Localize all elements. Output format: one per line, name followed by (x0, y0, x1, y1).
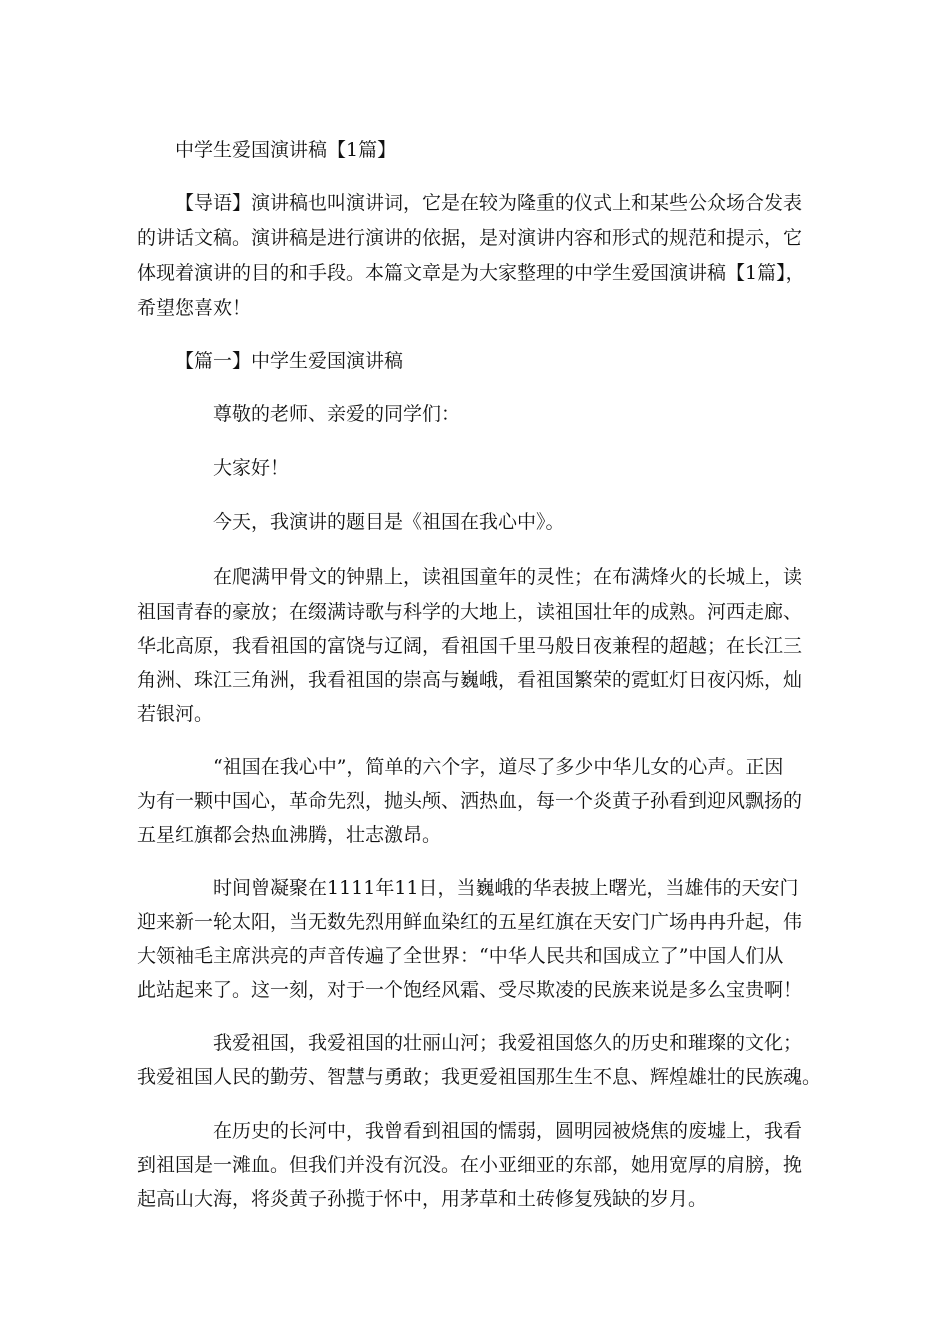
paragraph-line: 为有一颗中国心，革命先烈，抛头颅、洒热血，每一个炎黄子孙看到迎风飘扬的 (137, 790, 803, 812)
paragraph-line: 祖国青春的豪放；在缀满诗歌与科学的大地上，读祖国壮年的成熟。河西走廊、 (137, 601, 803, 623)
intro-line: 【导语】演讲稿也叫演讲词，它是在较为隆重的仪式上和某些公众场合发表 (175, 192, 803, 214)
section-heading: 【篇一】中学生爱国演讲稿 (175, 350, 404, 372)
salutation: 尊敬的老师、亲爱的同学们： (213, 403, 461, 425)
paragraph-line: 此站起来了。这一刻，对于一个饱经风霜、受尽欺凌的民族来说是多么宝贵啊！ (137, 979, 803, 1001)
paragraph-line: 五星红旗都会热血沸腾，壮志激昂。 (137, 824, 442, 846)
speech-topic: 今天，我演讲的题目是《祖国在我心中》。 (213, 511, 565, 533)
intro-line: 体现着演讲的目的和手段。本篇文章是为大家整理的中学生爱国演讲稿【1篇】， (137, 262, 805, 284)
paragraph-line: 迎来新一轮太阳，当无数先烈用鲜血染红的五星红旗在天安门广场冉冉升起，伟 (137, 911, 803, 933)
greeting: 大家好！ (213, 457, 290, 479)
paragraph-line: 在爬满甲骨文的钟鼎上，读祖国童年的灵性；在布满烽火的长城上，读 (213, 566, 803, 588)
paragraph-line: 时间曾凝聚在1111年11日，当巍峨的华表披上曙光，当雄伟的天安门 (213, 877, 799, 899)
paragraph-line: 我爱祖国，我爱祖国的壮丽山河；我爱祖国悠久的历史和璀璨的文化； (213, 1032, 803, 1054)
paragraph-line: 在历史的长河中，我曾看到祖国的懦弱，圆明园被烧焦的废墟上，我看 (213, 1120, 803, 1142)
paragraph-line: “祖国在我心中”，简单的六个字，道尽了多少中华儿女的心声。正因 (213, 756, 784, 778)
paragraph-line: 大领袖毛主席洪亮的声音传遍了全世界：“中华人民共和国成立了”中国人们从 (137, 945, 784, 967)
paragraph-line: 到祖国是一滩血。但我们并没有沉没。在小亚细亚的东部，她用宽厚的肩膀，挽 (137, 1154, 803, 1176)
paragraph-line: 若银河。 (137, 703, 214, 725)
paragraph-line: 起高山大海，将炎黄子孙揽于怀中，用茅草和土砖修复残缺的岁月。 (137, 1188, 708, 1210)
intro-line: 的讲话文稿。演讲稿是进行演讲的依据，是对演讲内容和形式的规范和提示，它 (137, 227, 803, 249)
paragraph-line: 我爱祖国人民的勤劳、智慧与勇敢；我更爱祖国那生生不息、辉煌雄壮的民族魂。 (137, 1066, 822, 1088)
paragraph-line: 华北高原，我看祖国的富饶与辽阔，看祖国千里马般日夜兼程的超越；在长江三 (137, 635, 803, 657)
paragraph-line: 角洲、珠江三角洲，我看祖国的崇高与巍峨，看祖国繁荣的霓虹灯日夜闪烁，灿 (137, 669, 803, 691)
intro-line: 希望您喜欢！ (137, 297, 252, 319)
document-title: 中学生爱国演讲稿【1篇】 (175, 139, 397, 161)
